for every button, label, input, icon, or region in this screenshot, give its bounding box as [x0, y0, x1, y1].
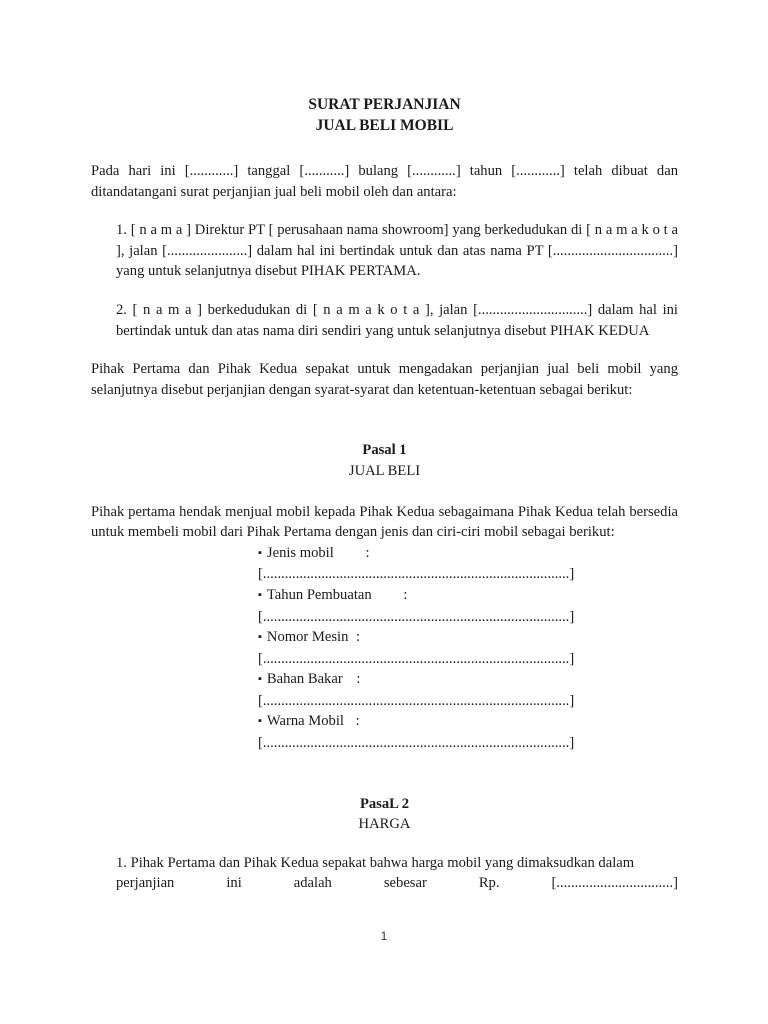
spec-item-bahan-bakar — [258, 669, 588, 711]
spec-value: [....................................................................................] — [258, 650, 575, 667]
spec-label: ▪ Bahan Bakar — [258, 671, 343, 687]
spec-value: [....................................................................................] — [258, 735, 575, 752]
pasal-1-body: Pihak pertama hendak menjual mobil kepada Pihak Kedua sebagaimana Pihak Kedua telah bersedia untuk membeli mobil dari Pihak Pertama dengan jenis dan ciri-ciri mobil sebagai berikut: — [91, 503, 678, 541]
party-one-paragraph: 1. [ n a m a ] Direktur PT [ perusahaan nama showroom] yang berkedudukan di [ n a m a k o t a ], jalan [......................] dalam hal ini bertindak untuk dan atas nama PT [.................................] yang untuk selanjutnya disebut PIHAK PERTAMA. — [116, 222, 678, 280]
spec-label: ▪ Warna Mobil — [258, 713, 344, 729]
pasal-1-section — [91, 440, 678, 753]
spec-value: [....................................................................................] — [258, 692, 575, 709]
page-number: 1 — [380, 929, 388, 943]
spec-item-nomor-mesin — [258, 627, 588, 669]
spec-colon: : — [403, 586, 408, 603]
spec-label: ▪ Tahun Pembuatan — [258, 587, 372, 603]
spec-colon: : — [356, 629, 361, 646]
spec-label: ▪ Nomor Mesin — [258, 629, 348, 645]
spec-value: [....................................................................................] — [258, 566, 575, 583]
harga-word: sebesar — [383, 875, 427, 892]
harga-item-1-line1: 1. Pihak Pertama dan Pihak Kedua sepakat bahwa harga mobil yang dimaksudkan dalam — [116, 854, 635, 871]
spec-colon: : — [356, 671, 361, 688]
harga-word: ini — [226, 875, 242, 892]
document-title-line1: SURAT PERJANJIAN — [308, 96, 461, 113]
spec-colon: : — [365, 544, 370, 561]
spec-value: [....................................................................................] — [258, 608, 575, 625]
document-title-line2: JUAL BELI MOBIL — [315, 117, 454, 134]
spec-item-jenis-mobil — [258, 543, 588, 585]
harga-word: Rp. — [478, 875, 500, 892]
spec-item-warna-mobil — [258, 711, 588, 753]
harga-item-1-line2 — [116, 873, 678, 894]
spec-item-tahun-pembuatan — [258, 585, 588, 627]
harga-item-1 — [91, 853, 678, 894]
pasal-1-heading: Pasal 1 — [362, 442, 407, 459]
spec-colon: : — [355, 713, 360, 730]
harga-amount-blank: [................................] — [551, 875, 678, 892]
pasal-1-subheading: JUAL BELI — [348, 462, 421, 479]
document-content — [91, 94, 678, 894]
spec-label: ▪ Jenis mobil — [258, 545, 334, 561]
harga-word: adalah — [293, 875, 332, 892]
pasal-2-subheading: HARGA — [358, 816, 411, 833]
agreement-paragraph: Pihak Pertama dan Pihak Kedua sepakat untuk mengadakan perjanjian jual beli mobil yang selanjutnya disebut perjanjian dengan syarat-syarat dan ketentuan-ketentuan sebagai berikut: — [91, 361, 678, 398]
pasal-2-section — [91, 794, 678, 894]
pasal-2-heading: PasaL 2 — [359, 795, 410, 812]
party-two-paragraph: 2. [ n a m a ] berkedudukan di [ n a m a k o t a ], jalan [..............................] dalam hal ini bertindak untuk dan atas nama diri sendiri yang untuk selanjutnya disebut PIHAK KEDUA — [116, 301, 678, 339]
intro-paragraph: Pada hari ini [............] tanggal [...........] bulang [............] tahun [............] telah dibuat dan ditandatangani surat perjanjian jual beli mobil oleh dan antara: — [91, 163, 678, 200]
car-spec-list — [258, 543, 588, 754]
harga-word: perjanjian — [116, 875, 175, 892]
